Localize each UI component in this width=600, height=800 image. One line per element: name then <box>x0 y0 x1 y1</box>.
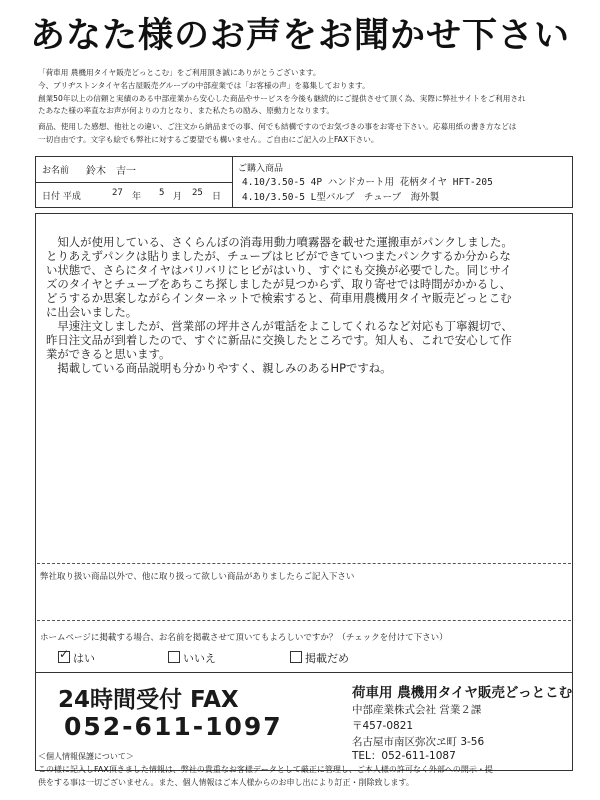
message-line[interactable]: どうするか思案しながらインターネットで検索すると、荷車用農機用タイヤ販売どっとこむ <box>46 292 512 305</box>
option-label: はい <box>73 652 95 665</box>
shop-name: 荷車用 農機用タイヤ販売どっとこむ <box>352 685 573 701</box>
company-tel: TEL：052-611-1087 <box>352 750 456 762</box>
option-do-not-publish[interactable] <box>290 650 349 666</box>
message-line[interactable]: に出会いました。 <box>46 306 138 319</box>
section-divider <box>35 672 573 673</box>
privacy-text: 供をする事は一切ございません。また、個人情報はご本人様からのお申し出により訂正・削除致します。 <box>38 778 414 787</box>
option-label: 掲載だめ <box>305 652 349 665</box>
intro-line: たあなた様の率直なお声が何よりの力となり、また私たちの励み、原動力となります。 <box>38 106 334 115</box>
company-address: 名古屋市南区弥次ヱ町 3-56 <box>352 736 485 748</box>
company-postal: 〒457-0821 <box>352 720 414 732</box>
date-label: 日付 平成 <box>42 192 81 202</box>
option-no[interactable] <box>168 650 216 666</box>
company-name: 中部産業株式会社 営業２課 <box>352 704 482 716</box>
products-label: ご購入商品 <box>238 164 284 174</box>
fax-label: 24時間受付 FAX <box>58 687 239 713</box>
homepage-prompt: ホームページに掲載する場合、お名前を掲載させて頂いてもよろしいですか？（チェックを付けて下さい） <box>40 633 448 643</box>
date-year-field[interactable]: 27 <box>112 188 123 198</box>
date-month-field[interactable]: 5 <box>159 188 165 198</box>
product-entry[interactable]: 4.10/3.50-5 L型バルブ チューブ 海外製 <box>242 192 440 203</box>
message-line[interactable]: 昨日注文品が到着したので、すぐに新品に交換したところです。知人も、これで安心して作 <box>46 334 512 347</box>
month-unit: 月 <box>173 192 183 202</box>
checkbox-checked-icon[interactable] <box>58 651 70 663</box>
fax-number: 052-611-1097 <box>64 712 283 741</box>
name-field[interactable]: 鈴木 吉一 <box>86 166 136 177</box>
privacy-heading: ＜個人情報保護について＞ <box>38 752 134 761</box>
page-title: あなた様のお声をお聞かせ下さい <box>29 16 570 56</box>
product-entry[interactable]: 4.10/3.50-5 4P ハンドカート用 花柄タイヤ HFT-205 <box>242 177 493 188</box>
date-day-field[interactable]: 25 <box>192 188 203 198</box>
day-unit: 日 <box>212 192 222 202</box>
intro-line: 今、ブリヂストンタイヤ名古屋販売グループの中部産業では「お客様の声」を募集しております。 <box>38 81 370 90</box>
option-yes[interactable] <box>58 650 95 666</box>
name-label: お名前 <box>42 166 70 176</box>
checkbox-icon[interactable] <box>168 651 180 663</box>
message-line[interactable]: 早速注文しましたが、営業部の坪井さんが電話をよこしてくれるなど対応も丁寧親切で、 <box>46 320 513 333</box>
message-line[interactable]: 掲載している商品説明も分かりやすく、親しみのあるHPですね。 <box>46 362 392 375</box>
privacy-text: この様に記入しFAX頂きました情報は、弊社の貴重なお客様データとして厳正に管理し、ご本人様の許可なく外部への開示・提 <box>38 765 493 774</box>
checkbox-icon[interactable] <box>290 651 302 663</box>
message-line[interactable]: とりあえずパンクは貼りましたが、チューブはヒビができていつまたパンクするか分からな <box>46 250 511 263</box>
message-line[interactable]: 業ができると思います。 <box>46 348 171 361</box>
other-products-prompt: 弊社取り扱い商品以外で、他に取り扱って欲しい商品がありましたらご記入下さい <box>40 572 355 582</box>
option-label: いいえ <box>183 652 216 665</box>
intro-line: 「荷車用 農機用タイヤ販売どっとこむ」をご利用頂き誠にありがとうございます。 <box>38 68 321 77</box>
intro-line: 一切自由です。文字も絵でも弊社に対するご要望でも構いません。ご自由にご記入の上FAX下さい。 <box>38 135 379 144</box>
customer-info-box <box>35 156 573 208</box>
message-line[interactable]: い状態で、さらにタイヤはバリバリにヒビがはいり、すぐにも交換が必要でした。同じサイ <box>46 264 512 277</box>
message-line[interactable]: ズのタイヤとチューブをあちこち探しましたが見つからず、取り寄せでは時間がかかるし、 <box>46 278 511 291</box>
message-line[interactable]: 知人が使用している、さくらんぼの消毒用動力噴霧器を載せた運搬車がパンクしました。 <box>46 236 513 249</box>
year-unit: 年 <box>132 192 142 202</box>
intro-line: 創業50年以上の信頼と実績のある中部産業から安心した商品やサービスを今後も継続的にご提供させて頂く為、実際に弊社サイトをご利用され <box>38 94 526 103</box>
section-divider <box>37 563 571 564</box>
section-divider <box>37 620 571 621</box>
intro-line: 商品、使用した感想、他社との違い、ご注文から納品までの事、何でも結構ですのでお気づきの事をお寄せ下さい。応募用紙の書き方などは <box>38 122 517 131</box>
